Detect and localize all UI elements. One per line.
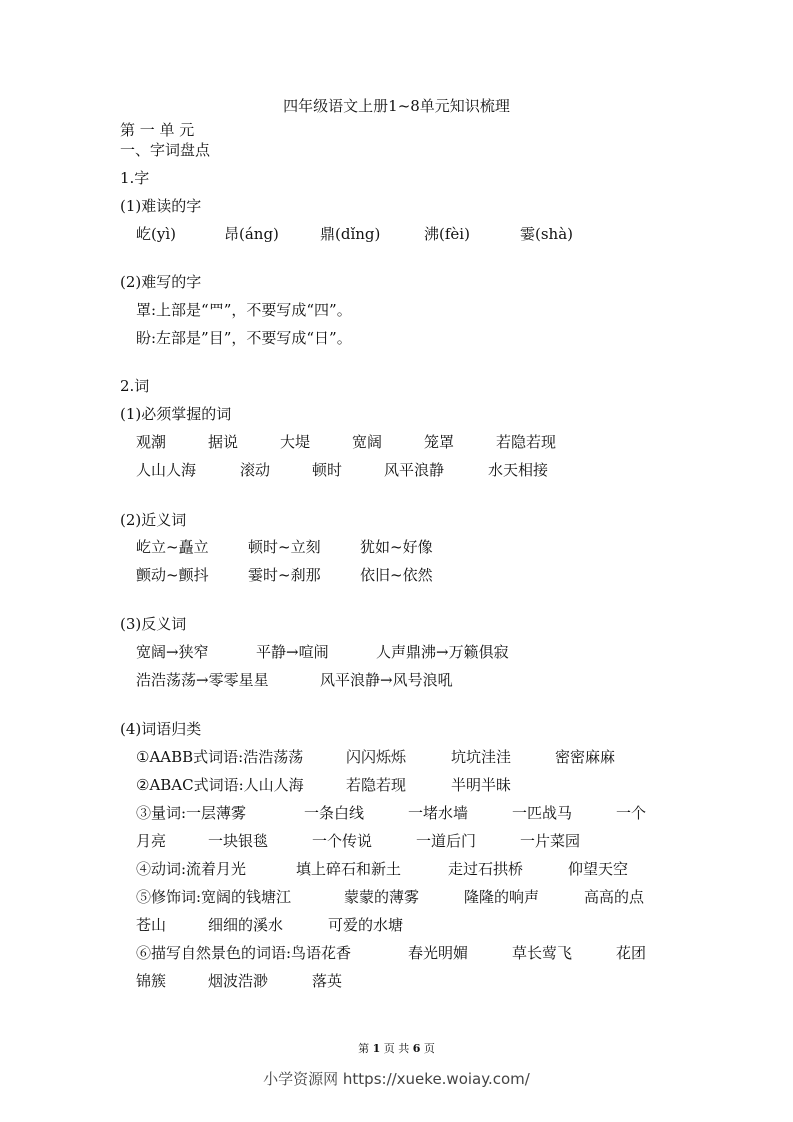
hard-read-char: 鼎(dǐng): [320, 225, 381, 243]
classification-heading: (4)词语归类: [120, 720, 202, 738]
class-item: 仰望天空: [568, 860, 629, 878]
synonym-pair: 顿时~立刻: [248, 538, 321, 556]
class-item: ⑤修饰词:宽阔的钱塘江: [136, 888, 292, 906]
must-words-heading: (1)必须掌握的词: [120, 405, 232, 423]
class-item: 一块银毯: [208, 832, 269, 850]
antonym-pair: 风平浪静→风号浪吼: [320, 671, 453, 689]
synonym-pair: 犹如~好像: [360, 538, 433, 556]
class-item: ②ABAC式词语:人山人海: [136, 776, 304, 794]
class-item: 高高的点: [584, 888, 645, 906]
class-item: 密密麻麻: [555, 748, 616, 766]
footer-text: 页: [423, 1042, 435, 1055]
hard-write-item: 罩:上部是“罒”，不要写成“四”。: [136, 301, 352, 319]
word-item: 宽阔: [352, 433, 383, 451]
word-item: 据说: [208, 433, 239, 451]
word-item: 顿时: [312, 461, 343, 479]
synonyms-heading: (2)近义词: [120, 511, 187, 529]
class-item: 闪闪烁烁: [346, 748, 407, 766]
hard-read-char: 霎(shà): [520, 225, 574, 243]
word-item: 大堤: [280, 433, 311, 451]
class-item: 一堵水墙: [408, 804, 469, 822]
antonym-pair: 浩浩荡荡→零零星星: [136, 671, 269, 689]
hard-read-char: 屹(yì): [136, 225, 176, 243]
class-item: 春光明媚: [408, 944, 469, 962]
word-item: 水天相接: [488, 461, 549, 479]
hard-write-heading: (2)难写的字: [120, 273, 202, 291]
word-item: 人山人海: [136, 461, 197, 479]
word-item: 若隐若现: [496, 433, 557, 451]
word-item: 笼罩: [424, 433, 455, 451]
page-total: 6: [412, 1042, 421, 1055]
hard-read-char: 昂(áng): [224, 225, 279, 243]
synonym-pair: 颤动~颤抖: [136, 566, 209, 584]
page-footer: [0, 1042, 793, 1056]
class-item: ④动词:流着月光: [136, 860, 247, 878]
word-item: 风平浪静: [384, 461, 445, 479]
synonym-pair: 依旧~依然: [360, 566, 433, 584]
class-item: 半明半昧: [451, 776, 512, 794]
class-item: 一个: [616, 804, 647, 822]
class-item: ③量词:一层薄雾: [136, 804, 247, 822]
antonyms-heading: (3)反义词: [120, 615, 187, 633]
hard-write-item: 盼:左部是”目”，不要写成“日”。: [136, 329, 352, 347]
antonym-pair: 宽阔→狭窄: [136, 643, 209, 661]
word-item: 滚动: [240, 461, 271, 479]
class-item: 隆隆的响声: [464, 888, 540, 906]
class-item: 锦簇: [136, 972, 167, 990]
class-item: 草长莺飞: [512, 944, 573, 962]
class-item: 苍山: [136, 916, 167, 934]
class-item: 蒙蒙的薄雾: [344, 888, 420, 906]
class-item: 一条白线: [304, 804, 365, 822]
class-item: 落英: [312, 972, 343, 990]
class-item: 若隐若现: [346, 776, 407, 794]
word-item: 观潮: [136, 433, 167, 451]
class-item: 坑坑洼洼: [451, 748, 512, 766]
class-item: 走过石拱桥: [448, 860, 524, 878]
section-heading: 一、字词盘点: [120, 141, 211, 159]
class-item: 花团: [616, 944, 647, 962]
antonym-pair: 人声鼎沸→万籁俱寂: [376, 643, 509, 661]
footer-text: 页 共: [383, 1042, 410, 1055]
class-item: 一片菜园: [520, 832, 581, 850]
class-item: 一匹战马: [512, 804, 573, 822]
class-item: ①AABB式词语:浩浩荡荡: [136, 748, 304, 766]
unit-heading: 第 一 单 元: [120, 121, 195, 139]
chars-heading: 1.字: [120, 169, 150, 187]
class-item: 一个传说: [312, 832, 373, 850]
hard-read-heading: (1)难读的字: [120, 197, 202, 215]
class-item: ⑥描写自然景色的词语:鸟语花香: [136, 944, 352, 962]
page-number: 1: [372, 1042, 381, 1055]
class-item: 月亮: [136, 832, 167, 850]
hard-read-char: 沸(fèi): [424, 225, 470, 243]
words-heading: 2.词: [120, 377, 150, 395]
document-title: 四年级语文上册1~8单元知识梳理: [283, 97, 510, 115]
synonym-pair: 霎时~刹那: [248, 566, 321, 584]
synonym-pair: 屹立~矗立: [136, 538, 209, 556]
class-item: 填上碎石和新土: [296, 860, 402, 878]
site-watermark: 小学资源网 https://xueke.woiay.com/: [263, 1070, 530, 1088]
footer-text: 第: [358, 1042, 370, 1055]
class-item: 一道后门: [416, 832, 477, 850]
class-item: 细细的溪水: [208, 916, 284, 934]
class-item: 烟波浩渺: [208, 972, 269, 990]
antonym-pair: 平静→喧闹: [256, 643, 329, 661]
class-item: 可爱的水塘: [328, 916, 404, 934]
